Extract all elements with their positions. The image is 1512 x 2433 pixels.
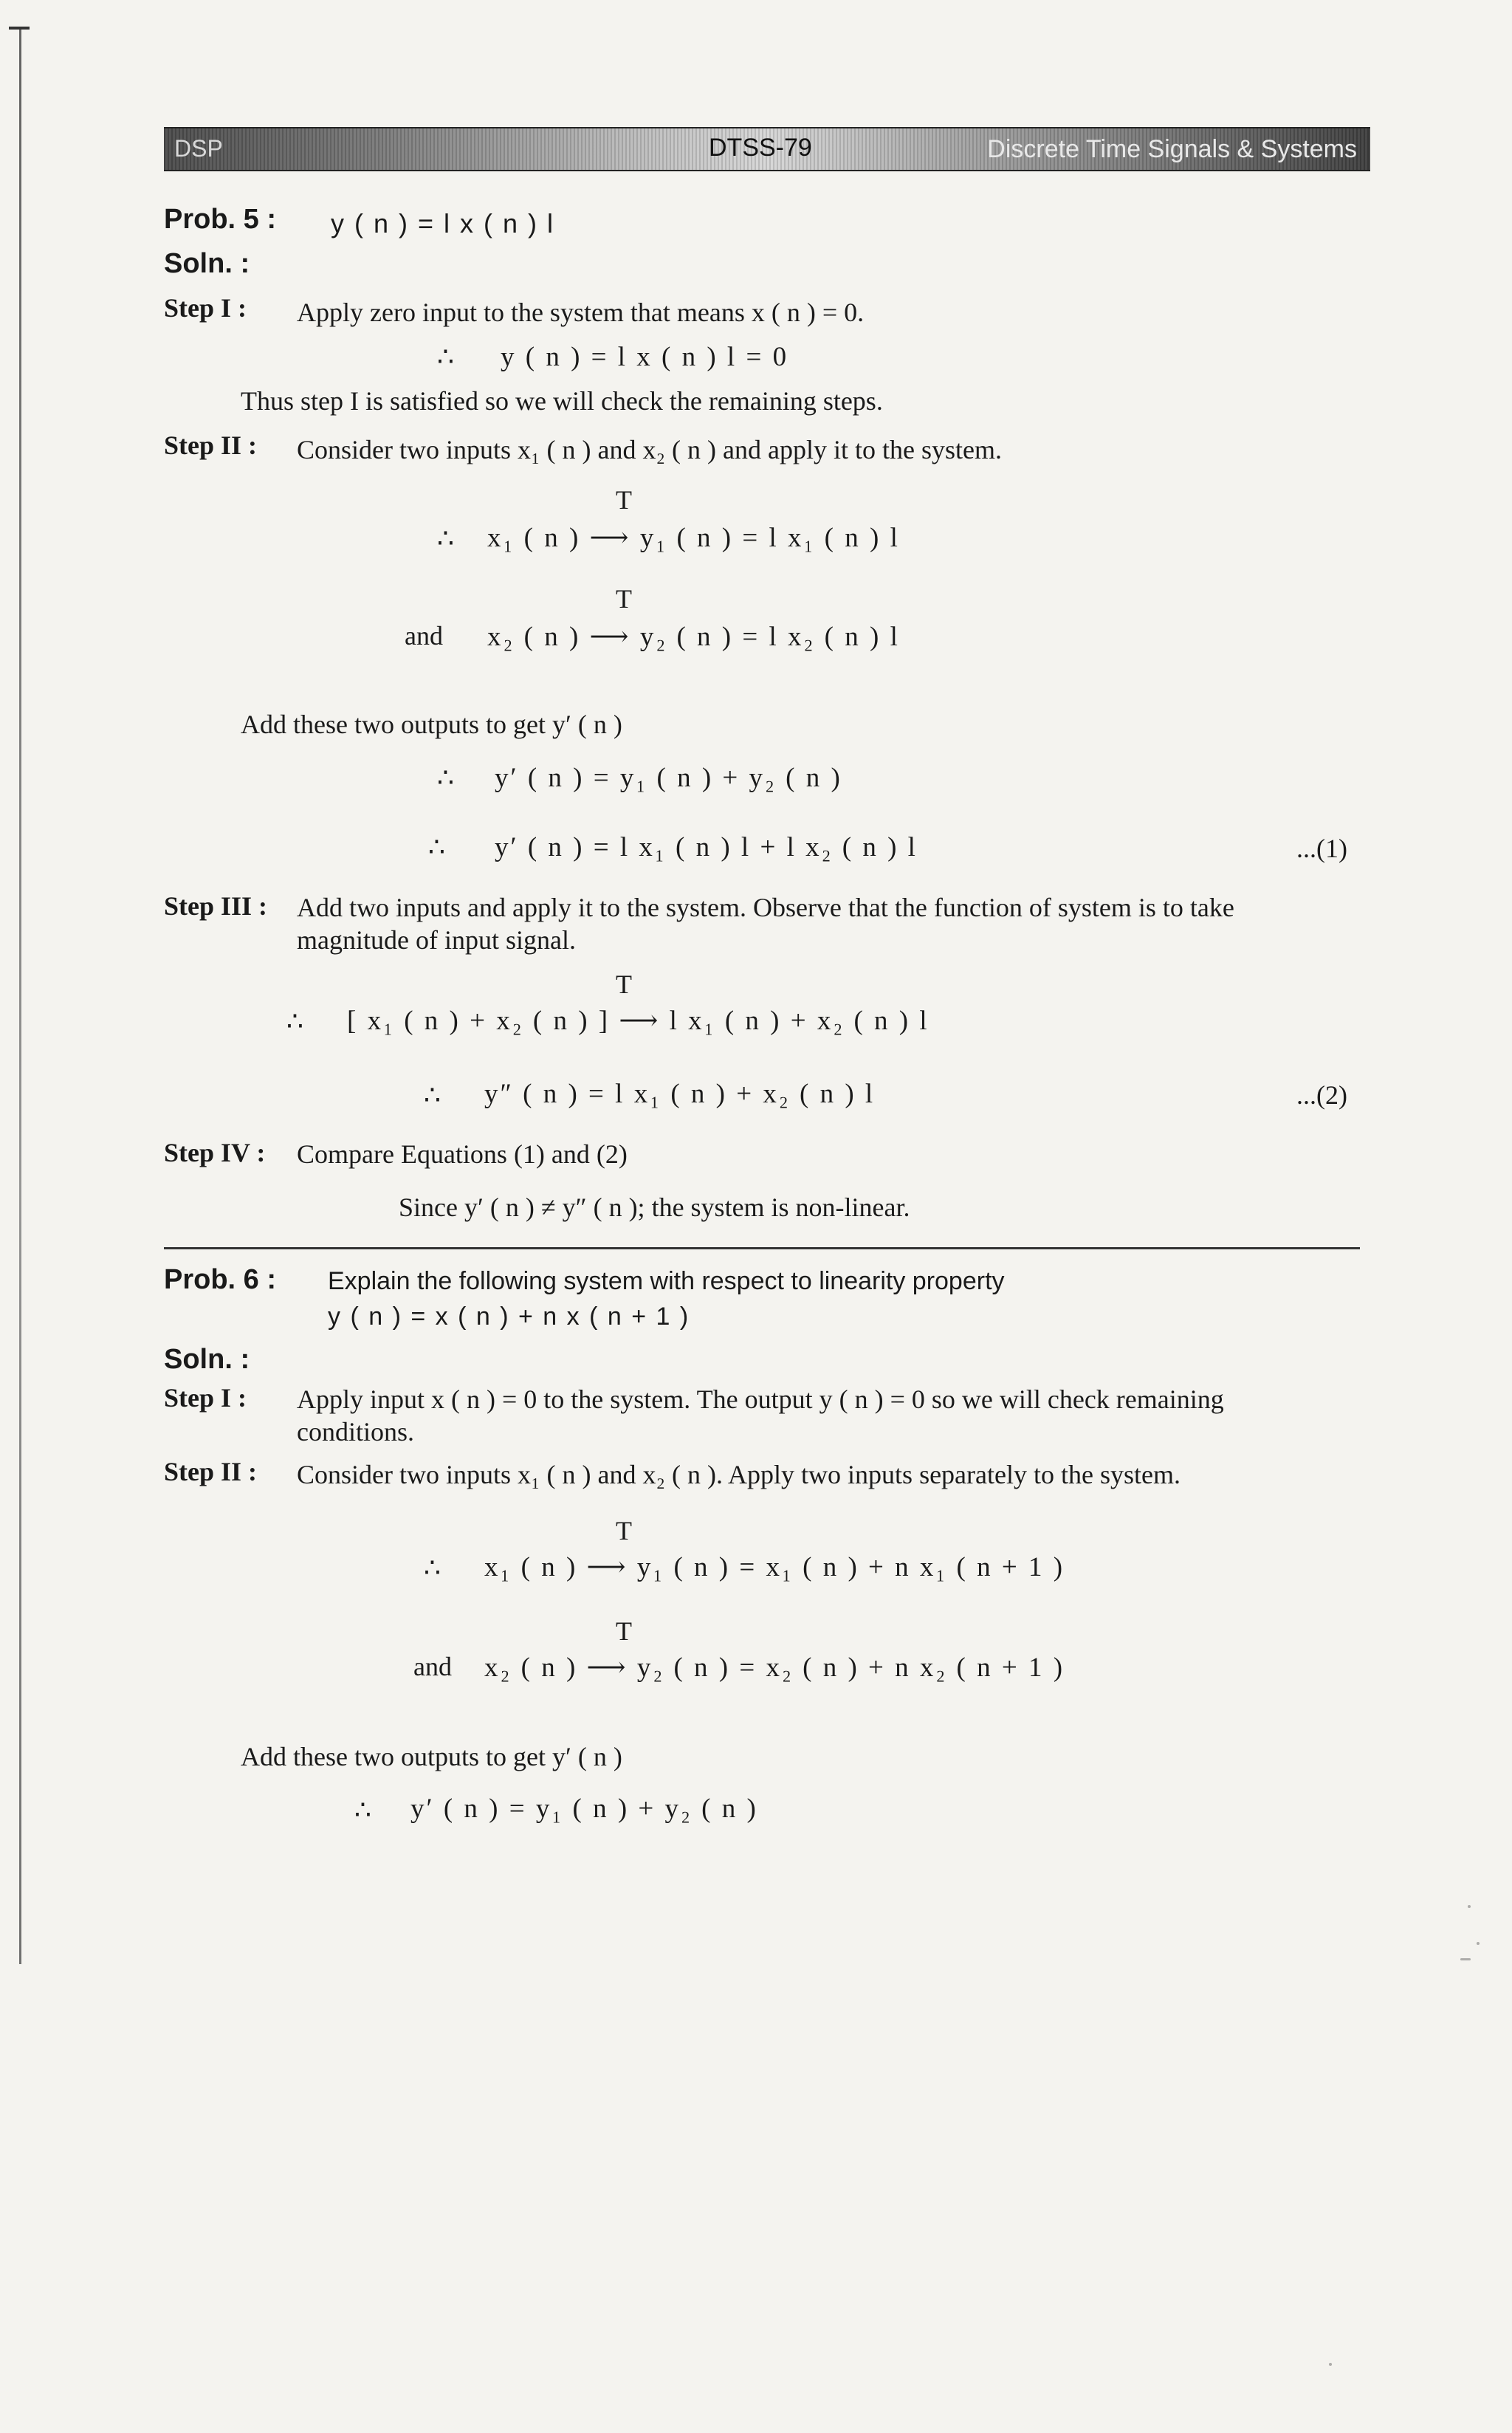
- prob6-map2: x₂ ( n ) ⟶ y₂ ( n ) = x₂ ( n ) + n x₂ ( n + 1 ): [484, 1653, 1065, 1683]
- prob6-add-text: Add these two outputs to get y′ ( n ): [241, 1742, 622, 1771]
- scan-speck: [1329, 2363, 1332, 2366]
- prob5-therefore-2: ∴: [437, 763, 454, 792]
- prob5-statement: y ( n ) = l x ( n ) l: [331, 208, 555, 239]
- prob5-therefore-1: ∴: [437, 524, 454, 553]
- prob5-step1-label: Step I :: [164, 293, 247, 323]
- prob6-therefore-2: ∴: [354, 1795, 371, 1825]
- prob6-step1-text-2: conditions.: [297, 1417, 414, 1447]
- prob5-and-1: and: [405, 621, 443, 651]
- prob5-T-label-3: T: [616, 970, 632, 999]
- prob5-ref1: ...(1): [1296, 834, 1347, 863]
- prob5-step3-label: Step III :: [164, 891, 268, 921]
- prob6-step2-text: Consider two inputs x₁ ( n ) and x₂ ( n ). Apply two inputs separately to the system.: [297, 1460, 1181, 1489]
- prob5-map1: x₁ ( n ) ⟶ y₁ ( n ) = l x₁ ( n ) l: [487, 523, 900, 553]
- prob5-label: Prob. 5 :: [164, 204, 277, 235]
- prob5-ref2: ...(2): [1296, 1080, 1347, 1110]
- header-section-label: DSP: [174, 135, 223, 162]
- prob6-sum1: y′ ( n ) = y₁ ( n ) + y₂ ( n ): [410, 1794, 758, 1824]
- prob5-step3-text-1: Add two inputs and apply it to the system. Observe that the function of system is to take: [297, 893, 1234, 922]
- prob5-T-label-1: T: [616, 485, 632, 515]
- page-header: [164, 127, 1370, 171]
- prob6-statement-1: Explain the following system with respect to linearity property: [328, 1267, 1005, 1295]
- prob5-therefore-3: ∴: [428, 832, 445, 862]
- prob5-step2-label: Step II :: [164, 430, 258, 460]
- prob6-soln-label: Soln. :: [164, 1344, 250, 1375]
- prob5-step3-text-2: magnitude of input signal.: [297, 925, 576, 955]
- prob5-add-text: Add these two outputs to get y′ ( n ): [241, 710, 622, 739]
- prob6-T-label-2: T: [616, 1616, 632, 1646]
- prob5-therefore-5: ∴: [424, 1080, 441, 1110]
- scan-speck: [1460, 1958, 1471, 1960]
- prob5-T-label-2: T: [616, 584, 632, 614]
- prob6-therefore-1: ∴: [424, 1553, 441, 1582]
- prob5-note1: Thus step I is satisfied so we will check the remaining steps.: [241, 386, 883, 416]
- prob6-and: and: [413, 1652, 452, 1681]
- prob6-label: Prob. 6 :: [164, 1264, 277, 1295]
- prob5-therefore-4: ∴: [286, 1006, 303, 1036]
- scan-speck: [1468, 1905, 1471, 1908]
- prob5-step4-text: Compare Equations (1) and (2): [297, 1139, 628, 1169]
- section-divider: [164, 1247, 1360, 1249]
- prob5-step2-text: Consider two inputs x₁ ( n ) and x₂ ( n ) and apply it to the system.: [297, 435, 1002, 464]
- margin-rule: [19, 30, 21, 1964]
- prob6-step2-label: Step II :: [164, 1457, 258, 1486]
- prob5-sum1: y′ ( n ) = y₁ ( n ) + y₂ ( n ): [495, 763, 842, 793]
- prob6-map1: x₁ ( n ) ⟶ y₁ ( n ) = x₁ ( n ) + n x₁ ( n + 1 ): [484, 1552, 1065, 1582]
- prob5-conclusion: Since y′ ( n ) ≠ y″ ( n ); the system is non-linear.: [399, 1193, 910, 1222]
- prob6-step1-text-1: Apply input x ( n ) = 0 to the system. The output y ( n ) = 0 so we will check remaining: [297, 1384, 1224, 1414]
- prob5-map2: x₂ ( n ) ⟶ y₂ ( n ) = l x₂ ( n ) l: [487, 622, 900, 652]
- prob5-step4-label: Step IV :: [164, 1138, 266, 1167]
- prob5-sum3: y″ ( n ) = l x₁ ( n ) + x₂ ( n ) l: [484, 1079, 876, 1109]
- prob6-step1-label: Step I :: [164, 1383, 247, 1413]
- prob5-soln-label: Soln. :: [164, 248, 250, 279]
- prob5-step1-text: Apply zero input to the system that means x ( n ) = 0.: [297, 298, 865, 327]
- prob5-eq1-therefore: ∴: [437, 342, 454, 371]
- scan-speck: [1477, 1942, 1480, 1945]
- chapter-title: Discrete Time Signals & Systems: [987, 135, 1357, 163]
- prob6-statement-2: y ( n ) = x ( n ) + n x ( n + 1 ): [328, 1303, 690, 1331]
- prob5-eq1: y ( n ) = l x ( n ) l = 0: [501, 342, 789, 372]
- page-number: DTSS-79: [709, 134, 812, 162]
- prob5-map3: [ x₁ ( n ) + x₂ ( n ) ] ⟶ l x₁ ( n ) + x₂ ( n ) l: [347, 1006, 929, 1036]
- prob5-sum2: y′ ( n ) = l x₁ ( n ) l + l x₂ ( n ) l: [495, 832, 918, 862]
- prob6-T-label-1: T: [616, 1516, 632, 1545]
